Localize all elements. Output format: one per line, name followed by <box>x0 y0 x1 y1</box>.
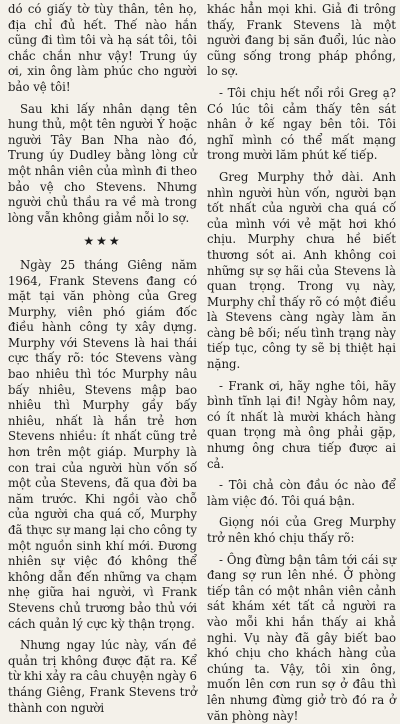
dialogue-paragraph: - Tôi chịu hết nổi rồi Greg ạ? Có lúc tôi cảm thấy tên sát nhân ở kế ngay bên tôi. Tôi nghĩ mình có thể mất mạng trong mười lăm phút kế tiếp. <box>207 85 396 163</box>
dialogue-paragraph: - Tôi chả còn đầu óc nào để làm việc đó. Tôi quá bận. <box>207 478 396 508</box>
paragraph: dó có giấy tờ tùy thân, tên họ, địa chỉ đủ hết. Thế nào hắn cũng đi tìm tôi và hạ sát tôi, tôi chắc chắn như vậy! Trung úy ơi, xin ông làm phúc cho người bảo vệ tôi! <box>8 2 197 94</box>
paragraph: Ngày 25 tháng Giêng năm 1964, Frank Stevens đang có mặt tại văn phòng của Greg Murphy, viên phó giám đốc điều hành công ty xây dựng. Murphy với Stevens là hai thái cực thấy rõ: tóc Stevens vàng bao nhiêu thì tóc Murphy nâu bấy nhiêu, Stevens mập bao nhiêu thì Murphy gầy bấy nhiêu, nhất là hắn trẻ hơn Stevens nhiều: ít nhất cũng trẻ hơn trên một giáp. Murphy là con trai của người hùn vốn số một của Stevens, đã qua đời ba năm trước. Khi ngồi vào chỗ của người cha quá cố, Murphy đã thực sự mang lại cho công ty một nguồn sinh khí mới. Đương nhiên sự việc đó không thể không dẫn đến những va chạm nhẹ giữa hai người, vì Frank Stevens chủ trương bảo thủ với cách quản lý cực kỳ thận trọng. <box>8 257 197 631</box>
paragraph: Greg Murphy thở dài. Anh nhìn người hùn vốn, người bạn tốt nhất của người cha quá cố của mình với vẻ mặt hơi khó chịu. Murphy chưa hề biết thương sót ai. Anh không coi những sự sợ hãi của Stevens là quan trọng. Trong vụ này, Murphy chỉ thấy rõ có một điều là Stevens càng ngày làm ăn càng bê bối; nếu tình trạng này tiếp tục, công ty sẽ bị thiệt hại nặng. <box>207 169 396 372</box>
paragraph: Sau khi lấy nhân dạng tên hung thủ, một tên người Ý hoặc người Tây Ban Nha nào đó, Trung úy Dudley bằng lòng cử một nhân viên của mình đi theo bảo vệ cho Stevens. Nhưng người chủ thầu ra về mà trong lòng vẫn không giảm nỗi lo sợ. <box>8 101 197 225</box>
left-column <box>8 2 197 715</box>
section-separator: ★★★ <box>83 234 122 249</box>
paragraph: Nhưng ngay lúc này, vấn đề quản trị không được đặt ra. Kể từ khi xảy ra câu chuyện ngày 6 tháng Giêng, Frank Stevens trở thành con người <box>8 638 197 715</box>
paragraph: Giọng nói của Greg Murphy trở nên khó chịu thấy rõ: <box>207 515 396 545</box>
paragraph: khác hẳn mọi khi. Giả đi trông thấy, Frank Stevens là một người đang bị săn đuổi, lúc nào cũng sống trong pháp phồng, lo sợ. <box>207 2 396 79</box>
dialogue-paragraph: - Ông đừng bận tâm tới cái sự đang sợ run lên nhé. Ở phòng tiếp tân có một nhân viên cảnh sát khám xét tất cả người ra vào mỗi khi hắn thấy ai khả nghi. Vụ này đã gây biết bao khó chịu cho khách hàng của chúng ta. Vậy, tôi xin ông, muốn lên cơn run sợ ở đâu thì lên nhưng đừng giở trò đó ra ở văn phòng này! <box>207 552 396 723</box>
dialogue-paragraph: - Frank ơi, hãy nghe tôi, hãy bình tĩnh lại đi! Ngày hôm nay, có ít nhất là mười khách hàng quan trọng mà ông phải gặp, nhưng ông chưa tiếp được ai cả. <box>207 378 396 471</box>
right-column <box>207 2 396 723</box>
